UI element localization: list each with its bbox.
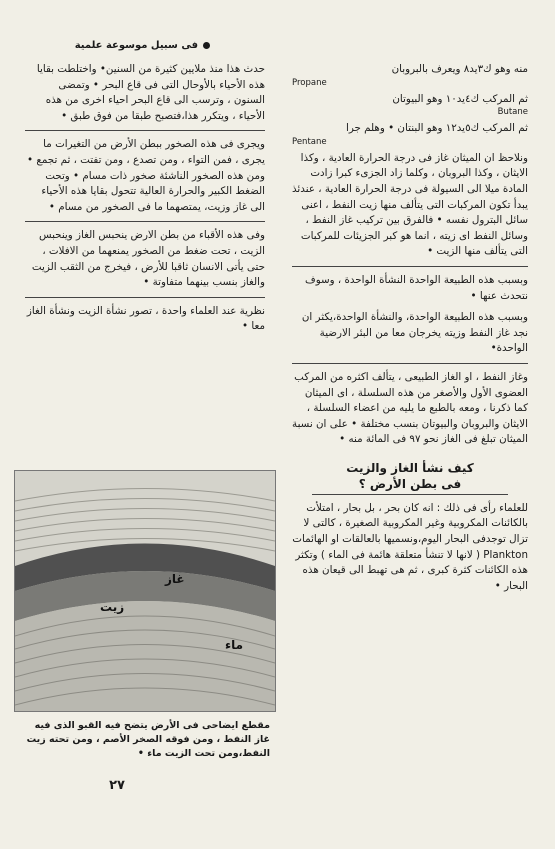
paragraph: ويجرى فى هذه الصخور ببطن الأرض من التغيرات ما يجرى ، فمن التواء ، ومن تصدع ، ومن تفتت ، ثم تجمع • ومن هذه الصخور الناشئة صخور ذات مسام • وتحت الضغط الكبير والحرارة العالية تتحول بقايا هذه الأحياء الى غاز وزيت، يمتصهما ما فى الصخور من مسام • (27, 138, 265, 213)
paragraph: ونلاحظ ان الميثان غاز فى درجة الحرارة العادية ، وكذا الايثان ، وكذا البروبان ، وكلما زاد الجزىء كبرا زادت المادة ميلا الى السيولة فى درجة الحرارة العادية ، عندئذ يبدأ تكون المركبات التى يتألف منها زيت النفط ، اعنى سائل البترول نفسه • فالفرق بين تركيب غاز النفط ، وسائل النفط اى زيته ، انما هو كبر الجزيئات للمركبات التى يتألف منها الزيت • (292, 151, 528, 258)
paragraph: وبسبب هذه الطبيعة الواحدة، والنشأة الواحدة،يكثر ان نجد غاز النفط وزيته يخرجان معا من البئر الارضية الواحدة• (301, 311, 528, 355)
paragraph: منه وهو ك٣يد٨ ويعرف بالبروبان (391, 63, 528, 75)
paragraph: وبسبب هذه الطبيعة الواحدة النشأة الواحدة ، وسوف نتحدث عنها • (305, 273, 528, 302)
cross-section-illustration (15, 471, 275, 711)
paragraph: نظرية عند العلماء واحدة ، تصور نشأة الزيت ونشأة الغاز معا • (26, 304, 265, 333)
page-number: ٢٧ (109, 778, 125, 793)
divider (292, 266, 528, 267)
latin-term: Butane (497, 107, 528, 118)
divider (25, 130, 265, 131)
water-label: ماء (225, 638, 244, 652)
paragraph: للعلماء رأى فى ذلك : انه كان بحر ، بل بحار ، امتلأت بالكائنات المكروبية وغير المكروبية الصغيرة ، كالتى لا تزال توجدفى البحار اليوم،ونسميها بالعالقات او الهائمات Plankton ( لانها لا تنشأ متعلقة هائمة فى الماء ) وتكثر هذه الكائنات كثرة كبرى ، ثم هى تهبط الى قيعان هذه البحار • (292, 501, 528, 592)
figure-caption: مقطع ايضاحى فى الأرض يتضح فيه القبو الذى فيه غاز النفط ، ومن فوقه الصخر الأصم ، ومن تحته زيت النفط،ومن تحت الزيت ماء • (26, 720, 270, 759)
paragraph: حدث هذا منذ ملايين كثيرة من السنين• واختلطت بقايا هذه الأحياء بالأوحال التى فى قاع البحر • وتمضى السنون ، وترسب الى قاع البحر احياء اخرى من هذه الأحياء ، ويتكرر هذا،فتصبح طبقا من فوق طبق • (36, 63, 265, 122)
divider (292, 363, 528, 364)
paragraph: وغاز النفط ، او الغاز الطبيعى ، يتألف اكثره من المركب العضوى الأول والأصغر من هذه السلسلة ، اى الميثان كما ذكرنا ، ومعه بالطبع ما يليه من اعضاء السلسلة ، الايثان والبروبان والبيوتان بنسب مختلفة • على ان نسبة الميثان تبلغ فى الغاز نحو ٩٧ فى المائة منه • (292, 370, 528, 446)
left-column (25, 62, 265, 341)
divider (312, 494, 508, 495)
series-header (70, 40, 210, 51)
gas-label: غاز (165, 572, 185, 586)
section-title: كيف نشأ الغاز والزيت فى بطن الأرض ؟ (346, 460, 474, 491)
divider (25, 221, 265, 222)
right-column (292, 62, 528, 600)
bullet-icon (203, 42, 210, 49)
divider (25, 297, 265, 298)
paragraph: ثم المركب ك٤يد١٠ وهو البيوتان (392, 92, 528, 105)
series-title: فى سبيل موسوعة علمية (74, 40, 198, 51)
paragraph: وفى هذه الأقباء من بطن الارض ينحبس الغاز وينحبس الزيت ، تحت ضغط من الصخور يمنعهما من الافلات ، حتى يأتى الانسان ثاقبا للأرض ، فيخرج من الثقب الزيت والغاز بنسب بينهما متفاوتة • (31, 229, 265, 289)
latin-term: Propane (292, 77, 327, 88)
oil-label: زيت (100, 600, 125, 614)
paragraph: ثم المركب ك٥يد١٢ وهو البنتان • وهلم جرا (345, 122, 528, 135)
geological-cross-section-figure (14, 470, 276, 712)
latin-term: Pentane (292, 136, 327, 147)
